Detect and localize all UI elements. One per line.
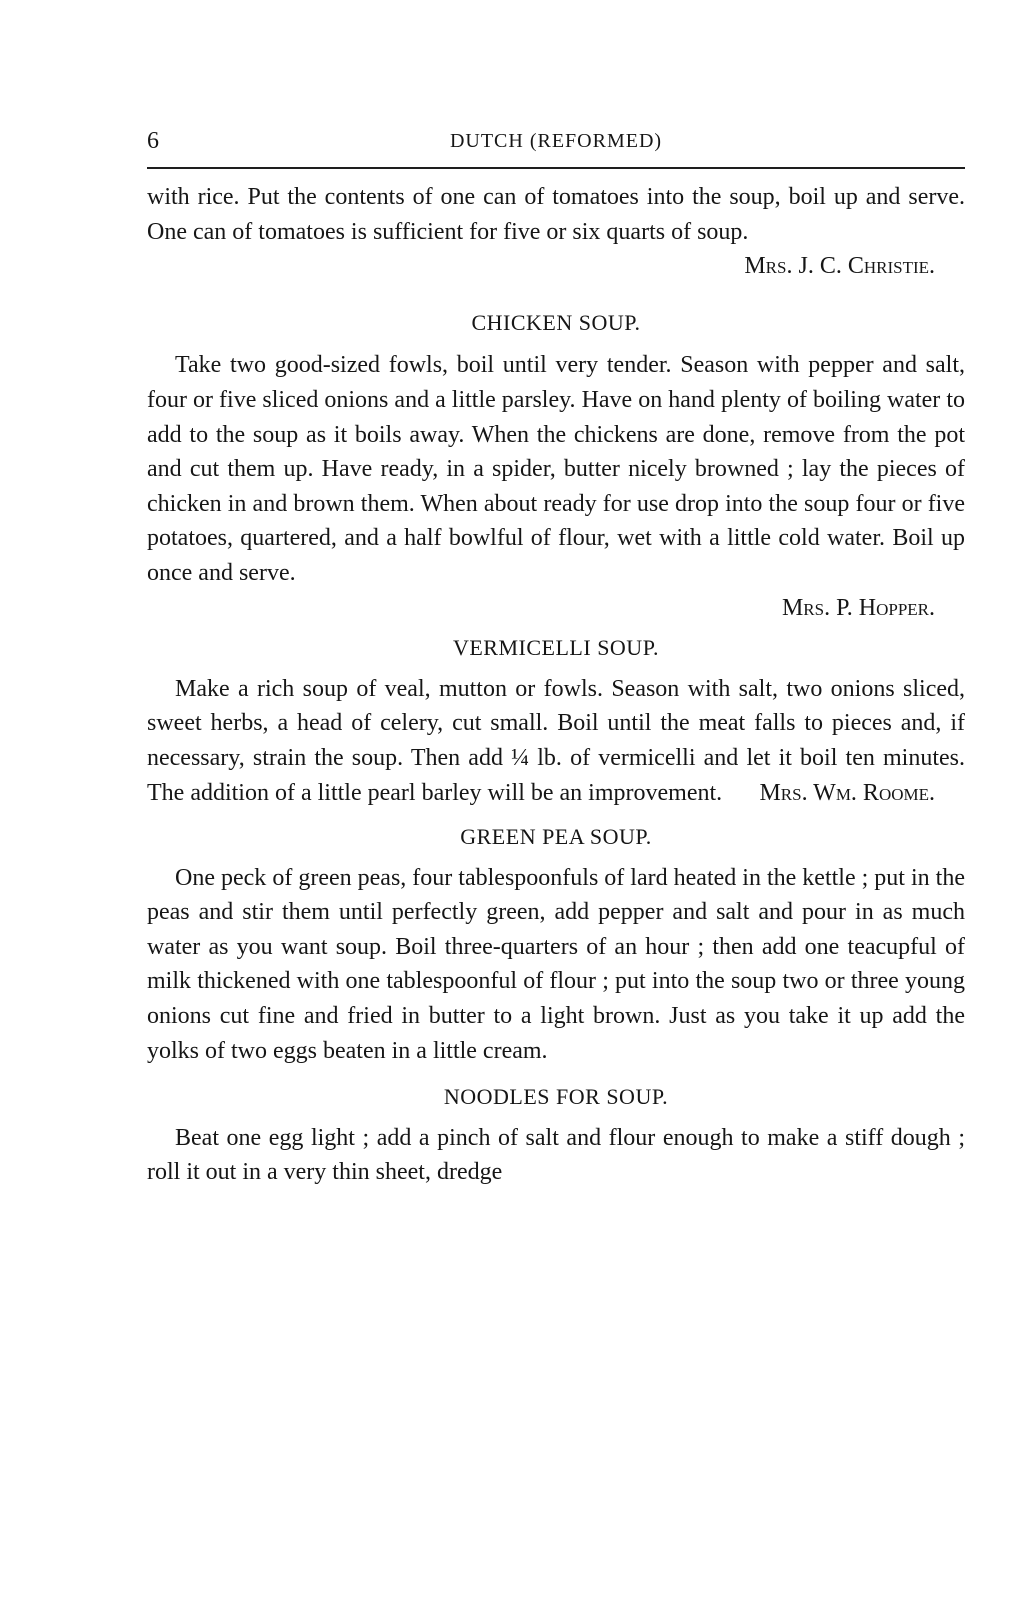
recipe-signature-chicken-soup: Mrs. P. Hopper. (781, 594, 935, 621)
page-content (147, 180, 965, 1190)
page-number: 6 (147, 128, 159, 154)
recipe-title-green-pea-soup: GREEN PEA SOUP. (460, 824, 652, 850)
recipe-title-vermicelli-soup: VERMICELLI SOUP. (452, 635, 659, 661)
header-rule (147, 167, 965, 169)
intro-text: with rice. Put the contents of one can of tomatoes into the soup, boil up and serve. One can of tomatoes is sufficient for five or six quarts of soup. (147, 184, 965, 245)
recipe-title-chicken-soup: CHICKEN SOUP. (471, 309, 641, 335)
recipe-body-text-vermicelli-soup: Make a rich soup of veal, mutton or fowls. Season with salt, two onions sliced, sweet herbs, a head of celery, cut small. Boil until the meat falls to pieces and, if necessary, strain the soup. Then add ¼ lb. of vermicelli and let it boil ten minutes. The addition of a little pearl barley will be an improvement. (147, 675, 965, 806)
running-head: DUTCH (REFORMED) (449, 130, 663, 152)
recipe-signature-vermicelli-soup: Mrs. Wm. Roome. (759, 779, 935, 806)
intro-signature: Mrs. J. C. Christie. (744, 253, 935, 280)
recipe-body-chicken-soup: Take two good-sized fowls, boil until very tender. Season with pepper and salt, four or five sliced onions and a little parsley. Have on hand plenty of boiling water to add to the soup as it boils away. When the chickens are done, remove from the pot and cut them up. Have ready, in a spider, butter nicely browned ; lay the pieces of chicken in and brown them. When about ready for use drop into the soup four or five potatoes, quartered, and a half bowlful of flour, wet with a little cold water. Boil up once and serve. (147, 352, 965, 586)
recipe-body-green-pea-soup: One peck of green peas, four tablespoonfuls of lard heated in the kettle ; put in the peas and stir them until perfectly green, add pepper and salt and pour in as much water as you want soup. Boil three-quarters of an hour ; then add one teacupful of milk thickened with one tablespoonful of flour ; put into the soup two or three young onions cut fine and fried in butter to a light brown. Just as you take it up add the yolks of two eggs beaten in a little cream. (147, 864, 965, 1064)
page-header (147, 128, 965, 160)
recipe-body-noodles-for-soup: Beat one egg light ; add a pinch of salt and flour enough to make a stiff dough ; roll it out in a very thin sheet, dredge (147, 1124, 965, 1186)
recipe-title-noodles-for-soup: NOODLES FOR SOUP. (443, 1084, 669, 1110)
recipe-body-vermicelli-soup (147, 672, 965, 810)
intro-paragraph (147, 180, 965, 284)
